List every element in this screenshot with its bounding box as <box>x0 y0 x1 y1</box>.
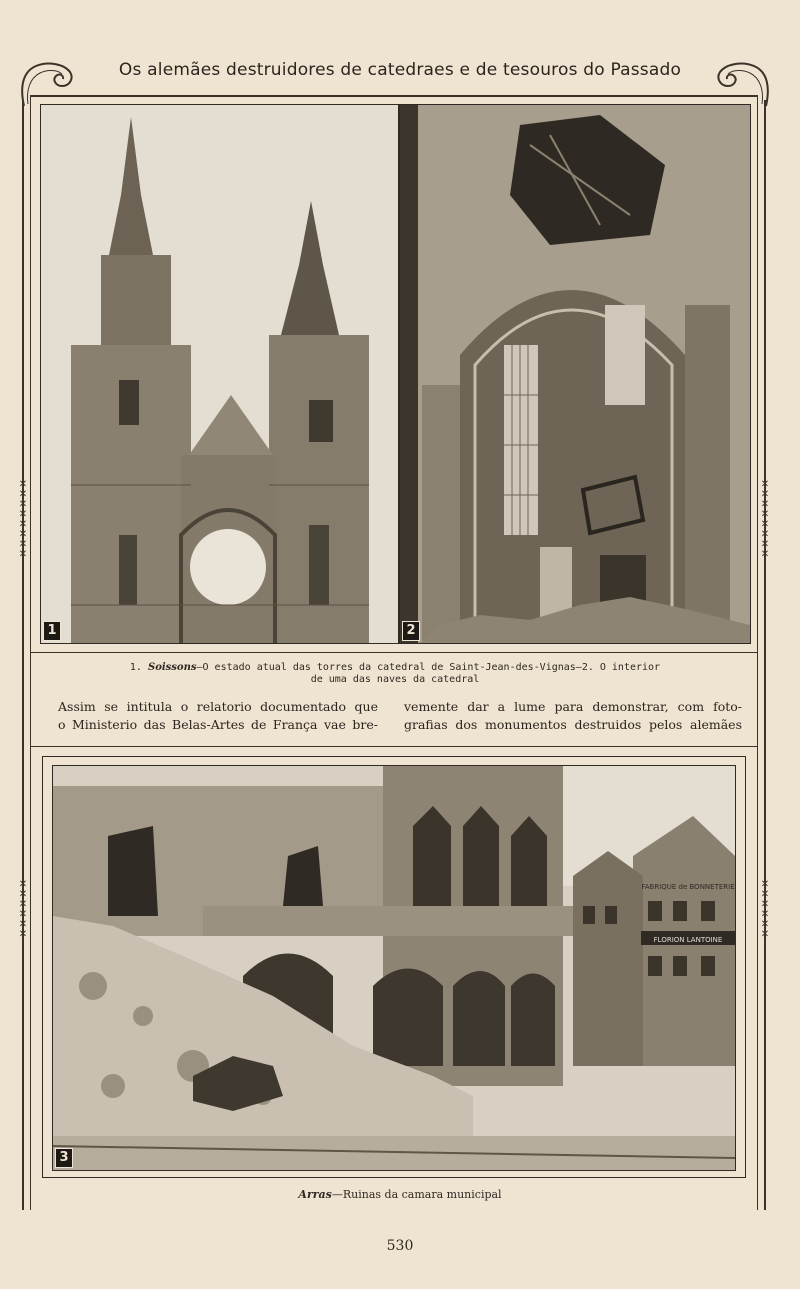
frame-top-border <box>30 95 757 97</box>
section-divider <box>30 652 757 653</box>
shop-sign-fabrique: FABRIQUE de BONNETERIE <box>641 883 735 891</box>
caption-text: —O estado atual das torres da catedral de Saint-Jean-des-Vignas—2. O interior <box>196 662 661 673</box>
body-text-right-column <box>404 698 742 734</box>
body-text-line: grafias dos monumentos destruidos pelos alemães <box>404 717 742 732</box>
section-divider <box>30 746 757 747</box>
frame-right-border <box>764 100 766 1210</box>
page-title: Os alemães destruidores de catedraes e de tesouros do Passado <box>118 60 682 80</box>
photo-number-badge: 3 <box>55 1148 73 1168</box>
photo-number-badge: 1 <box>43 621 61 641</box>
left-chain-ornament-icon: ✕ ✕ ✕ ✕ ✕ ✕ ✕ ✕ <box>18 479 28 560</box>
photo-caption-bottom <box>0 1188 800 1201</box>
frame-right-inner-border <box>757 95 758 1210</box>
right-chain-ornament-icon: ✕ ✕ ✕ ✕ ✕ ✕ ✕ ✕ <box>760 479 770 560</box>
page-number: 530 <box>386 1238 414 1254</box>
photo-cathedral-interior <box>399 104 751 644</box>
caption-place: Soissons <box>147 662 197 673</box>
caption-number: 1. <box>129 662 148 673</box>
left-chain-ornament-icon: ✕ ✕ ✕ ✕ ✕ ✕ <box>18 879 28 940</box>
frame-left-border <box>22 100 24 1210</box>
photo-caption-top <box>60 662 730 686</box>
caption-place: Arras <box>298 1188 332 1201</box>
caption-text: —Ruinas da camara municipal <box>331 1188 502 1201</box>
body-text-left-column <box>58 698 378 734</box>
photo-number-badge: 2 <box>402 621 420 641</box>
photo-soissons-towers <box>40 104 399 644</box>
body-text-line: Assim se intitula o relatorio documentado que <box>58 699 378 714</box>
body-text-line: vemente dar a lume para demonstrar, com foto- <box>404 699 742 714</box>
shop-sign-florion: FLORION LANTOINE <box>653 936 723 944</box>
caption-top-line2: de uma das naves da catedral <box>310 674 480 685</box>
right-chain-ornament-icon: ✕ ✕ ✕ ✕ ✕ ✕ <box>760 879 770 940</box>
photo-arras-ruins <box>52 765 736 1171</box>
body-text-line: o Ministerio das Belas-Artes de França vae bre- <box>58 717 378 732</box>
caption-top-line1 <box>60 662 730 674</box>
